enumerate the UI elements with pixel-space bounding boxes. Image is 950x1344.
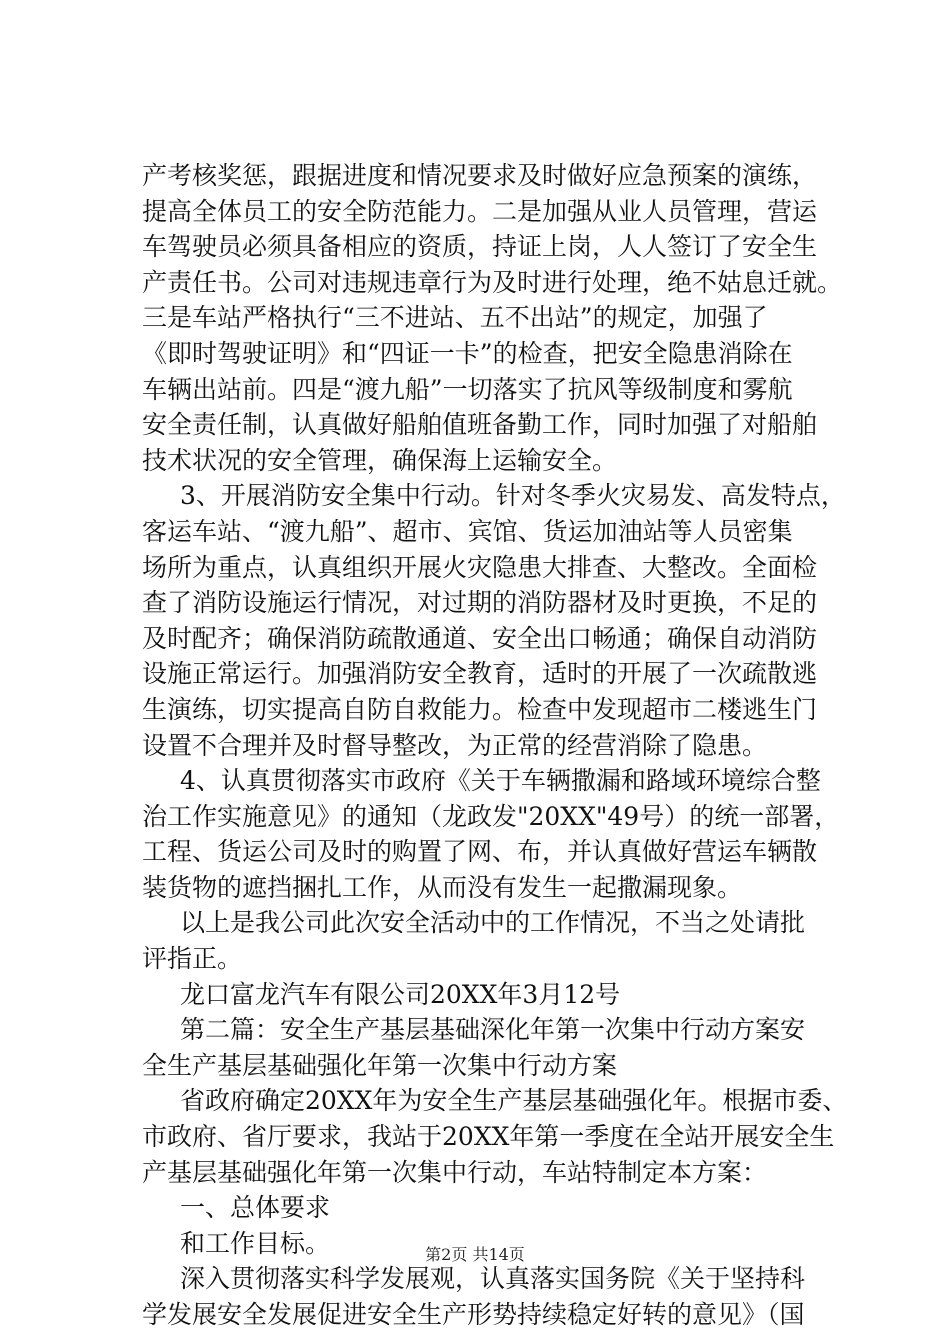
text-line: 生演练，切实提高自防自救能力。检查中发现超市二楼逃生门 (142, 694, 818, 724)
text-line: 第二篇：安全生产基层基础深化年第一次集中行动方案安 (180, 1015, 806, 1045)
text-line: 提高全体员工的安全防范能力。二是加强从业人员管理，营运 (142, 196, 818, 226)
text-line: 《即时驾驶证明》和“四证一卡”的检查，把安全隐患消除在 (142, 338, 793, 368)
text-line: 评指正。 (142, 944, 243, 974)
text-line: 安全责任制，认真做好船舶值班备勤工作，同时加强了对船舶 (142, 410, 818, 440)
page-footer: 第2页 共14页 (425, 1245, 525, 1264)
text-line: 市政府、省厅要求，我站于20XX年第一季度在全站开展安全生 (142, 1122, 835, 1152)
text-line: 省政府确定20XX年为安全生产基层基础强化年。根据市委、 (180, 1086, 848, 1116)
document-body (142, 158, 848, 1333)
text-line: 装货物的遮挡捆扎工作，从而没有发生一起撒漏现象。 (142, 872, 743, 902)
text-line: 查了消防设施运行情况，对过期的消防器材及时更换，不足的 (142, 588, 818, 618)
text-line: 设置不合理并及时督导整改，为正常的经营消除了隐患。 (142, 730, 768, 760)
text-line: 车辆出站前。四是“渡九船”一切落实了抗风等级制度和雾航 (142, 374, 793, 404)
text-line: 设施正常运行。加强消防安全教育，适时的开展了一次疏散逃 (142, 659, 818, 689)
text-line: 车驾驶员必须具备相应的资质，持证上岗，人人签订了安全生 (142, 232, 818, 262)
text-line: 技术状况的安全管理，确保海上运输安全。 (142, 445, 618, 475)
text-line: 场所为重点，认真组织开展火灾隐患大排查、大整改。全面检 (142, 552, 818, 582)
text-line: 及时配齐；确保消防疏散通道、安全出口畅通；确保自动消防 (142, 623, 818, 653)
text-line: 学发展安全发展促进安全生产形势持续稳定好转的意见》（国 (142, 1300, 805, 1329)
text-line: 产责任书。公司对违规违章行为及时进行处理，绝不姑息迁就。 (142, 267, 843, 297)
text-line: 全生产基层基础强化年第一次集中行动方案 (142, 1050, 618, 1080)
text-line: 以上是我公司此次安全活动中的工作情况，不当之处请批 (180, 908, 806, 938)
text-line: 客运车站、“渡九船”、超市、宾馆、货运加油站等人员密集 (142, 516, 793, 546)
text-line: 龙口富龙汽车有限公司20XX年3月12号 (180, 979, 621, 1009)
text-line: 一、总体要求 (180, 1193, 331, 1223)
text-line: 深入贯彻落实科学发展观，认真落实国务院《关于坚持科 (180, 1264, 806, 1294)
text-line: 三是车站严格执行“三不进站、五不出站”的规定，加强了 (142, 303, 768, 333)
text-line: 产基层基础强化年第一次集中行动，车站特制定本方案： (142, 1157, 768, 1187)
text-line: 和工作目标。 (180, 1228, 331, 1258)
text-line: 工程、货运公司及时的购置了网、布，并认真做好营运车辆散 (142, 837, 818, 867)
text-line: 产考核奖惩，跟据进度和情况要求及时做好应急预案的演练， (142, 161, 818, 190)
text-line: 治工作实施意见》的通知（龙政发"20XX"49号）的统一部署， (142, 801, 840, 831)
text-line: 4、认真贯彻落实市政府《关于车辆撒漏和路域环境综合整 (180, 766, 821, 796)
text-line: 3、开展消防安全集中行动。针对冬季火灾易发、高发特点， (180, 481, 846, 511)
